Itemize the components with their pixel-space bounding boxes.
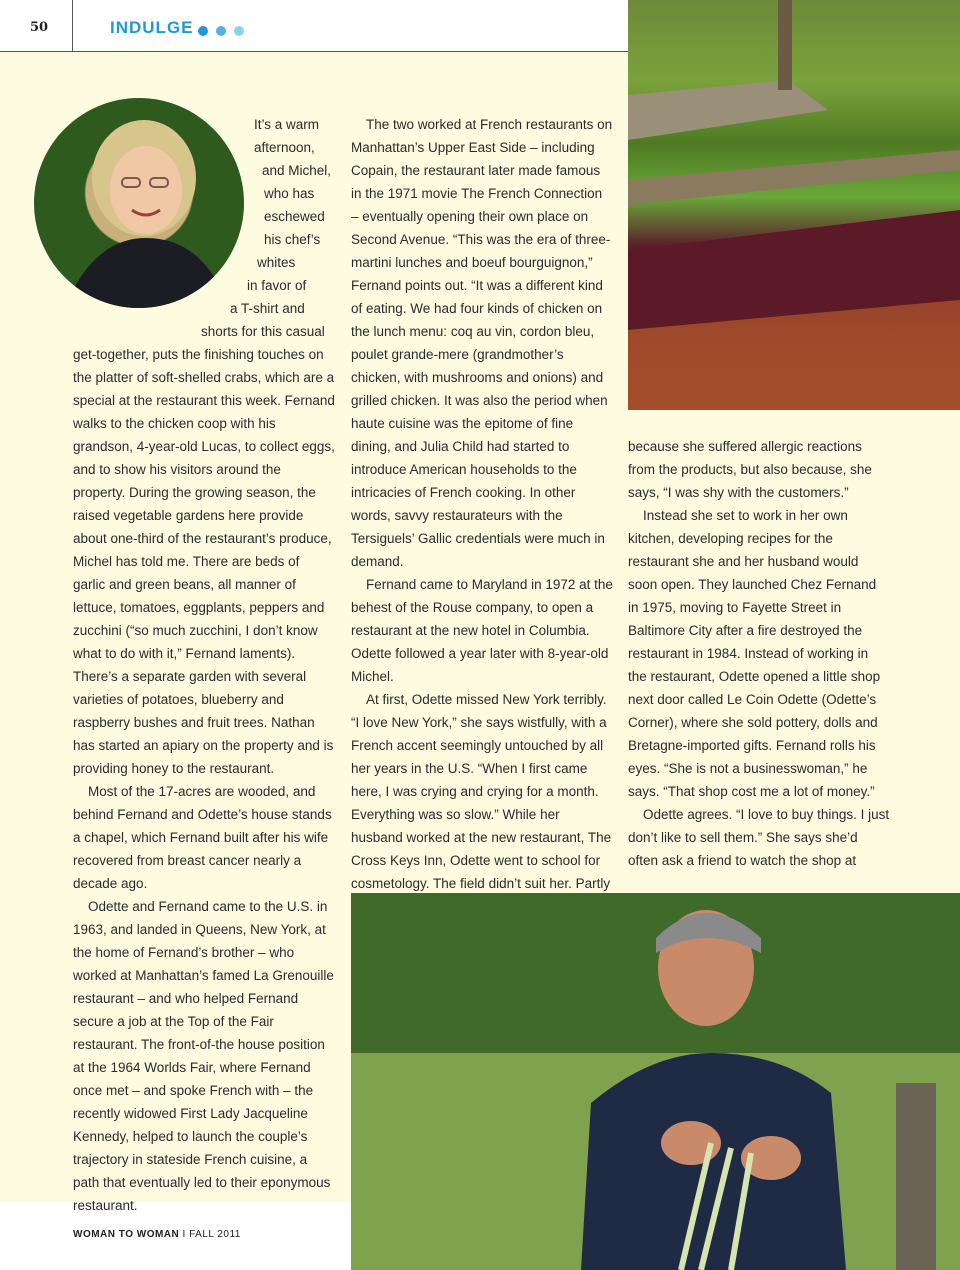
paragraph-9: Odette agrees. “I love to buy things. I just don’t like to sell them.” She says she’d often ask a friend to watch the shop at (628, 807, 890, 868)
page-footer (73, 1229, 241, 1240)
header-divider (72, 0, 73, 51)
wrapped-line: whites (257, 255, 296, 270)
paragraph-1-continued: get-together, puts the finishing touches on the platter of soft-shelled crabs, which are a special at the restaurant this week. Fernand walks to the chicken coop with his grandson, 4-year-old Lucas, to collect eggs, and to show his visitors around the property. During the growing season, the raised vegetable gardens here provide about one-third of the restaurant’s produce, Michel has told me. There are beds of garlic and green beans, all manner of lettuce, tomatoes, eggplants, peppers and zucchini (“so much zucchini, I don’t know what to do with it,” Fernand laments). There’s a separate garden with several varieties of potatoes, blueberry and raspberry bushes and fruit trees. Nathan has started an apiary on the property and is providing honey to the restaurant. (73, 347, 335, 776)
dot-3 (234, 26, 244, 36)
wrapped-line: a T-shirt and (230, 301, 305, 316)
issue-date: FALL 2011 (189, 1229, 241, 1240)
paragraph-5: Fernand came to Maryland in 1972 at the behest of the Rouse company, to open a restaurant at the new hotel in Columbia. Odette followed a year later with 8-year-old Michel. (351, 577, 613, 684)
paragraph-4: The two worked at French restaurants on Manhattan’s Upper East Side – including Copain, the restaurant later made famous in the 1971 movie The French Connection – eventually opening their own place on Second Avenue. “This was the era of three-martini lunches and boeuf bourguignon,” Fernand points out. “It was a different kind of eating. We had four kinds of chicken on the lunch menu: coq au vin, cordon bleu, poulet grande-mere (grandmother’s chicken, with mushrooms and onions) and grilled chicken. It was also the period when haute cuisine was the epitome of fine dining, and Julia Child had started to introduce American households to the intricacies of French cooking. In other words, savvy restaurateurs with the Tersiguels’ Gallic credentials were much in demand. (351, 117, 613, 569)
magazine-name: WOMAN TO WOMAN (73, 1229, 180, 1240)
paragraph-6: At first, Odette missed New York terribly. “I love New York,” she says wistfully, with a French accent seemingly untouched by all her years in the U.S. “When I first came here, I was crying and crying for a month. Everything was so slow.” While her husband worked at the new restaurant, The Cross Keys Inn, Odette went to school for cosmetology. The field didn’t suit her. Partly (351, 692, 612, 891)
paragraph-7: because she suffered allergic reactions from the products, but also because, she says, “I was shy with the customers.” (628, 439, 872, 500)
dot-1 (198, 26, 208, 36)
section-title: INDULGE (110, 18, 194, 37)
wrapped-line: It’s a warm (254, 117, 320, 132)
page-header (0, 0, 628, 52)
paragraph-1-wrapped (73, 113, 335, 343)
paragraph-3: Odette and Fernand came to the U.S. in 1963, and landed in Queens, New York, at the home of Fernand’s brother – who worked at Manhattan’s famed La Grenouille restaurant – and who helped Fernand secure a job at the Top of the Fair restaurant. The front-of-the house position at the 1964 Worlds Fair, where Fernand once met – and spoke French with – the recently widowed First Lady Jacqueline Kennedy, helped to launch the couple’s trajectory in stateside French cuisine, a path that eventually led to their eponymous restaurant. (73, 899, 334, 1213)
section-dots (198, 23, 252, 41)
wrapped-line: his chef’s (264, 232, 321, 247)
garden-photo (628, 0, 960, 410)
wrapped-line: eschewed (264, 209, 325, 224)
text-column-3 (628, 435, 890, 872)
text-column-2 (351, 113, 613, 895)
footer-separator: I (182, 1229, 186, 1240)
text-column-1 (73, 113, 335, 1217)
paragraph-8: Instead she set to work in her own kitchen, developing recipes for the restaurant she and her husband would soon open. They launched Chez Fernand in 1975, moving to Fayette Street in Baltimore City after a fire destroyed the restaurant in 1984. Instead of working in the restaurant, Odette opened a little shop next door called Le Coin Odette (Odette’s Corner), where she sold pottery, dolls and Bretagne-imported gifts. Fernand rolls his eyes. “She is not a businesswoman,” he says. “That shop cost me a lot of money.” (628, 508, 881, 799)
wrapped-line: and Michel, (262, 163, 332, 178)
page-number: 50 (30, 20, 49, 35)
wrapped-line: shorts for this casual (201, 324, 325, 339)
wrapped-line: afternoon, (254, 140, 315, 155)
paragraph-2: Most of the 17-acres are wooded, and behind Fernand and Odette’s house stands a chapel, which Fernand built after his wife recovered from breast cancer nearly a decade ago. (73, 784, 332, 891)
dot-2 (216, 26, 226, 36)
wrapped-line: in favor of (247, 278, 307, 293)
wrapped-line: who has (264, 186, 315, 201)
fernand-photo (351, 893, 960, 1270)
